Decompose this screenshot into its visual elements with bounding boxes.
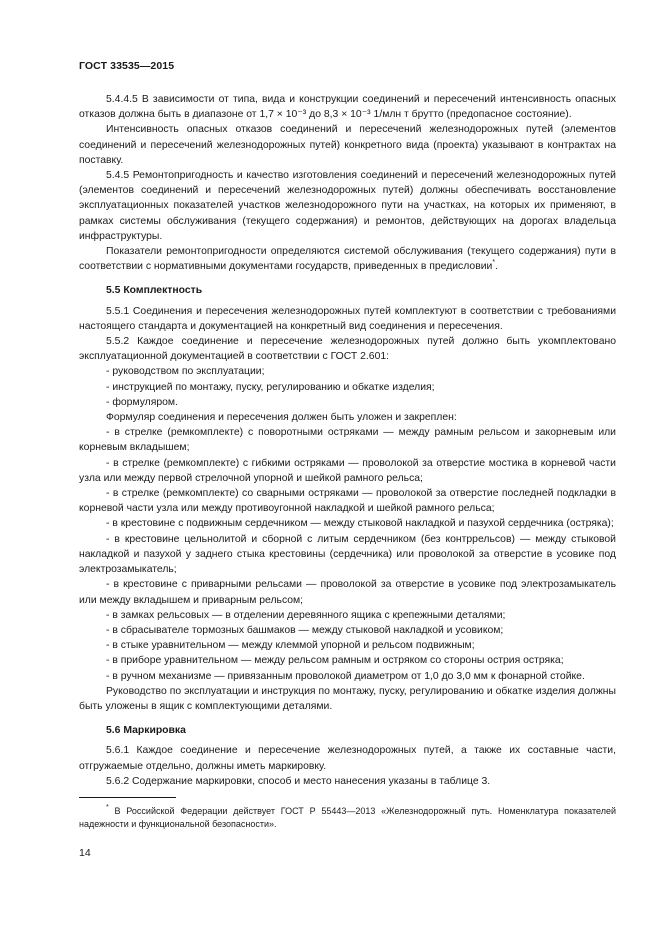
document-header: ГОСТ 33535—2015 bbox=[79, 60, 175, 72]
list-item: - в крестовине цельнолитой и сборной с литым сердечником (без контррельсов) — между стыковой накладкой и пазухой у заднего стыка крестовины (сердечника) или проволокой за отверстие в усовике под электрозамыкатель; bbox=[79, 533, 616, 576]
paragraph-form-intro: Формуляр соединения и пересечения должен быть уложен и закреплен: bbox=[106, 412, 457, 424]
list-item: - в приборе уравнительном — между рельсом рамным и остряком со стороны острия остряка; bbox=[106, 655, 564, 667]
paragraph-text: Показатели ремонтопригодности определяются системой обслуживания (текущего содержания) пути в соответствии с нормативными документами государств, приведенных в предисловии bbox=[79, 246, 616, 273]
list-item: - в ручном механизме — привязанным проволокой диаметром от 1,0 до 3,0 мм к фонарной стойке. bbox=[106, 670, 585, 682]
footnote-separator bbox=[79, 797, 176, 798]
footnote-marker: * bbox=[492, 258, 496, 266]
page-body bbox=[79, 92, 616, 789]
paragraph-closing: Руководство по эксплуатации и инструкция по монтажу, пуску, регулированию и обкатке изделия должны быть уложены в ящик с комплектующими деталями. bbox=[79, 685, 616, 712]
paragraph-5-5-2: 5.5.2 Каждое соединение и пересечение железнодорожных путей должно быть укомплектовано эксплуатационной документацией в соответствии с ГОСТ 2.601: bbox=[79, 336, 616, 363]
list-item: - в стрелке (ремкомплекте) с гибкими остряками — проволокой за отверстие мостика в корневой части узла или между первой стрелочной упорной и шейкой рамного рельса; bbox=[79, 457, 616, 484]
section-heading-5-6: 5.6 Маркировка bbox=[106, 725, 186, 737]
list-item: - в стрелке (ремкомплекте) с поворотными остряками — между рамным рельсом и закорневым или корневым вкладышем; bbox=[79, 427, 616, 454]
paragraph-5-6-1: 5.6.1 Каждое соединение и пересечение железнодорожных путей, а также их составные части, отгружаемые отдельно, должны иметь маркировку. bbox=[79, 745, 616, 772]
page-number: 14 bbox=[79, 847, 91, 859]
paragraph-end: . bbox=[495, 261, 498, 273]
paragraph-maintainability bbox=[79, 244, 616, 274]
list-item: - руководством по эксплуатации; bbox=[106, 366, 265, 378]
list-item: - в крестовине с подвижным сердечником — между стыковой накладкой и пазухой сердечника (остряка); bbox=[106, 518, 614, 530]
paragraph-5-5-1: 5.5.1 Соединения и пересечения железнодорожных путей комплектуют в соответствии с требованиями настоящего стандарта и документацией на конкретный вид соединения и пересечения. bbox=[79, 305, 616, 332]
list-item: - в крестовине с приварными рельсами — проволокой за отверстие в усовике под электрозамыкатель или между вкладышем и приварным рельсом; bbox=[79, 579, 616, 606]
list-item: - формуляром. bbox=[106, 396, 178, 408]
paragraph-5-6-2: 5.6.2 Содержание маркировки, способ и место нанесения указаны в таблице 3. bbox=[106, 775, 491, 787]
paragraph-5-4-4-5: 5.4.4.5 В зависимости от типа, вида и конструкции соединений и пересечений интенсивность опасных отказов должна быть в диапазоне от 1,7 × 10⁻³ до 8,3 × 10⁻³ 1/млн т брутто (предопасное состояние). bbox=[79, 94, 616, 121]
paragraph-5-4-5: 5.4.5 Ремонтопригодность и качество изготовления соединений и пересечений железнодорожных путей (элементов соединений и пересечений железнодорожных путей) должны обеспечивать восстановление эксплуатационных показателей участков железнодорожного пути на участках, на которых их применяют, в рамках системы обслуживания (текущего содержания) и ремонтов, действующих на дорогах владельца инфраструктуры. bbox=[79, 170, 616, 242]
paragraph-hazard-rate: Интенсивность опасных отказов соединений и пересечений железнодорожных путей (элементов соединений и пересечений железнодорожных путей) конкретного вида (проекта) указывают в контрактах на поставку. bbox=[79, 124, 616, 166]
list-item: - в стыке уравнительном — между клеммой упорной и рельсом подвижным; bbox=[106, 640, 475, 652]
footnote-text: В Российской Федерации действует ГОСТ Р 55443—2013 «Железнодорожный путь. Номенклатура показателей надежности и функциональной безопасности». bbox=[79, 806, 616, 829]
footnote-marker: * bbox=[106, 804, 109, 811]
list-item: - в сбрасывателе тормозных башмаков — между стыковой накладкой и усовиком; bbox=[106, 624, 504, 636]
list-item: - в замках рельсовых — в отделении деревянного ящика с крепежными деталями; bbox=[106, 609, 506, 621]
section-heading-5-5: 5.5 Комплектность bbox=[106, 285, 203, 297]
list-item: - инструкцией по монтажу, пуску, регулированию и обкатке изделия; bbox=[106, 381, 435, 393]
footnote bbox=[79, 805, 616, 831]
list-item: - в стрелке (ремкомплекте) со сварными остряками — проволокой за отверстие последней подкладки в корневой части узла или между противоугонной накладкой и шейкой рамного рельса; bbox=[79, 488, 616, 515]
